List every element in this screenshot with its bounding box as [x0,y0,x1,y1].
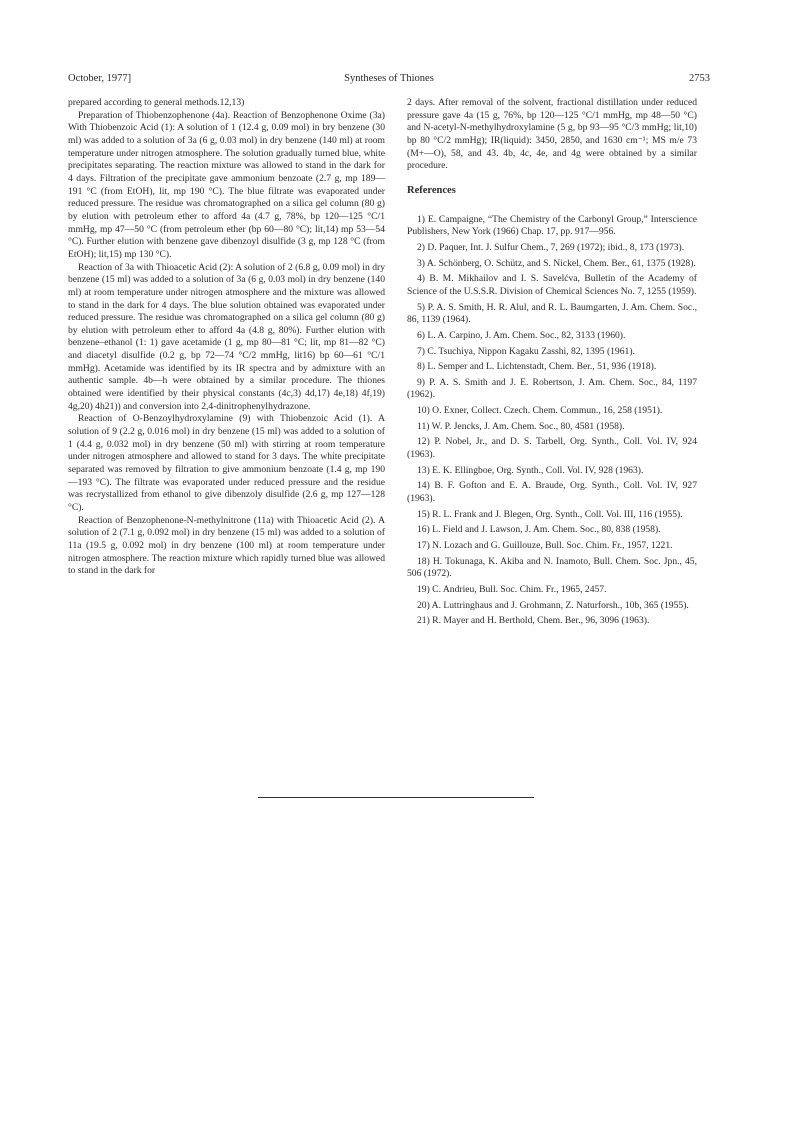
right-column [407,97,697,631]
paragraph: prepared according to general methods.12,13) [68,97,245,108]
end-rule [258,797,534,798]
paragraph: Preparation of Thiobenzophenone (4a). Reaction of Benzophenone Oxime (3a) With Thiobenzoic Acid (1): A solution of 1 (12.4 g, 0.09 mol) in bry benzene (30 ml) was added to a solution of 3a (6 g, 0.03 mol) in dry benzene (140 ml) at room temperature under nitrogen atmosphere. The solution gradually turned blue, white precipitates separating. The reaction mixture was allowed to stand in the dark for 4 days. Filtration of the precipitate gave ammonium benzoate (2.7 g, mp 189—191 °C (from EtOH), lit, mp 190 °C). The blue filtrate was evaporated under reduced pressure. The residue was chromatographed on a silica gel column (80 g) by elution with petroleum ether to afford 4a (4.7 g, 78%, bp 120—125 °C/1 mmHg, mp 47—50 °C (from petroleum ether (bp 60—80 °C); lit,14) mp 53—54 °C). Further elution with benzene gave dibenzoyl disulfide (3 g, mp 128 °C (from EtOH); lit,15) mp 130 °C). [68,109,385,260]
paragraph: Reaction of Benzophenone-N-methylnitrone (11a) with Thioacetic Acid (2). A solution of 2 (7.1 g, 0.092 mol) in dry benzene (15 ml) was added to a solution of 11a (19.5 g, 0.092 mol) in dry benzene (100 ml) at room temperature under nitrogen atmosphere. The reaction mixture which rapidly turned blue was allowed to stand in the dark for [68,514,385,577]
reference-item: 16) L. Field and J. Lawson, J. Am. Chem. Soc., 80, 838 (1958). [417,524,661,536]
page-number: 2753 [689,73,710,84]
reference-item: 18) H. Tokunaga, K. Akiba and N. Inamoto, Bull. Chem. Soc. Jpn., 45, 506 (1972). [407,555,697,580]
left-column [68,97,385,578]
reference-item: 15) R. L. Frank and J. Blegen, Org. Synth., Coll. Vol. III, 116 (1955). [417,508,683,520]
reference-item: 4) B. M. Mikhailov and I. S. Savelćva, Bulletin of the Academy of Science of the U.S.S.R. Division of Chemical Sciences No. 7, 1255 (1959). [407,273,697,297]
reference-item: 11) W. P. Jencks, J. Am. Chem. Soc., 80, 4581 (1958). [417,420,625,432]
reference-item: 3) A. Schönberg, O. Schütz, and S. Nickel, Chem. Ber., 61, 1375 (1928). [417,257,696,269]
references-list [407,214,697,628]
reference-item: 10) O. Exner, Collect. Czech. Chem. Commun., 16, 258 (1951). [417,405,663,417]
reference-item: 13) E. K. Ellingboe, Org. Synth., Coll. Vol. IV, 928 (1963). [417,464,644,476]
paragraph: Reaction of O-Benzoylhydroxylamine (9) with Thiobenzoic Acid (1). A solution of 9 (2.2 g, 0.016 mol) in dry benzene (15 ml) was added to a solution of 1 (4.4 g, 0.032 mol) in dry benzene (50 ml) with stirring at room temperature under nitrogen atmosphere and allowed to stand for 3 days. The white precipitate separated was removed by filtration to give ammonium benzoate (1.4 g, mp 190—193 °C). The filtrate was evaporated under reduced pressure and the residue was recrystallized from ethanol to give dibenzoly disulfide (2.6 g, mp 127—128 °C). [68,413,385,513]
reference-item: 6) L. A. Carpino, J. Am. Chem. Soc., 82, 3133 (1960). [417,329,626,341]
reference-item: 20) A. Luttringhaus and J. Grohmann, Z. Naturforsh., 10b, 365 (1955). [417,599,689,611]
reference-item: 1) E. Campaigne, “The Chemistry of the Carbonyl Group,” Interscience Publishers, New York (1966) Chap. 17, pp. 917—956. [407,213,697,238]
reference-item: 9) P. A. S. Smith and J. E. Robertson, J. Am. Chem. Soc., 84, 1197 (1962). [407,376,697,401]
reference-item: 17) N. Lozach and G. Guillouze, Bull. Soc. Chim. Fr., 1957, 1221. [417,540,673,552]
reference-item: 7) C. Tsuchiya, Nippon Kagaku Zasshi, 82, 1395 (1961). [417,345,635,357]
reference-item: 14) B. F. Gofton and E. A. Braude, Org. Synth., Coll. Vol. IV, 927 (1963). [407,480,697,505]
paragraph: 2 days. After removal of the solvent, fractional distillation under reduced pressure gave 4a (15 g, 76%, bp 120—125 °C/1 mmHg, mp 48—50 °C) and N-acetyl-N-methylhydroxylamine (5 g, bp 93—95 °C/3 mmHg; lit,10) bp 80 °C/2 mmHg); IR(liquid): 3450, 2850, and 1630 cm⁻¹; MS m/e 73 (M+—O), 58, and 43. 4b, 4c, 4e, and 4g were obtained by a similar procedure. [407,97,697,172]
paragraph: Reaction of 3a with Thioacetic Acid (2): A solution of 2 (6.8 g, 0.09 mol) in dry benzene (15 ml) was added to a solution of 3a (6 g, 0.03 mol) in dry benzene (140 ml) at room temperature under nitrogen atmosphere and the mixture was allowed to stand in the dark for 4 days. The blue solution obtained was evaporated under reduced pressure. The residue was chromatographed on a silica gel column (80 g) by elution with petroleum ether to afford 4a (4.8 g, 80%). Further elution with benzene–ethanol (1: 1) gave acetamide (1 g, mp 80—81 °C; lit, mp 81—82 °C) and diacetyl disulfide (0.2 g, bp 72—74 °C/2 mmHg, lit16) bp 60—61 °C/1 mmHg). Acetamide was identified by its IR spectra and by admixture with an authentic sample. 4b—h were obtained by a similar procedure. The thiones obtained were identified by their physical constants (4c,3) 4d,17) 4e,18) 4f,19) 4g,20) 4h21)) and conversion into 2,4-dinitrophenylhydrazone. [68,261,385,412]
reference-item: 5) P. A. S. Smith, H. R. Alul, and R. L. Baumgarten, J. Am. Chem. Soc., 86, 1139 (1964). [407,301,697,326]
header-title: Syntheses of Thiones [344,73,434,84]
header-date: October, 1977] [68,73,132,84]
reference-item: 8) L. Semper and L. Lichtenstadt, Chem. Ber., 51, 936 (1918). [417,361,657,373]
references-heading: References [407,184,456,196]
running-header [68,73,710,87]
reference-item: 21) R. Mayer and H. Berthold, Chem. Ber., 96, 3096 (1963). [417,615,650,627]
reference-item: 2) D. Paquer, Int. J. Sulfur Chem., 7, 269 (1972); ibid., 8, 173 (1973). [417,241,685,253]
reference-item: 12) P. Nobel, Jr., and D. S. Tarbell, Org. Synth., Coll. Vol. IV, 924 (1963). [407,436,697,461]
reference-item: 19) C. Andrieu, Bull. Soc. Chim. Fr., 1965, 2457. [417,584,607,595]
